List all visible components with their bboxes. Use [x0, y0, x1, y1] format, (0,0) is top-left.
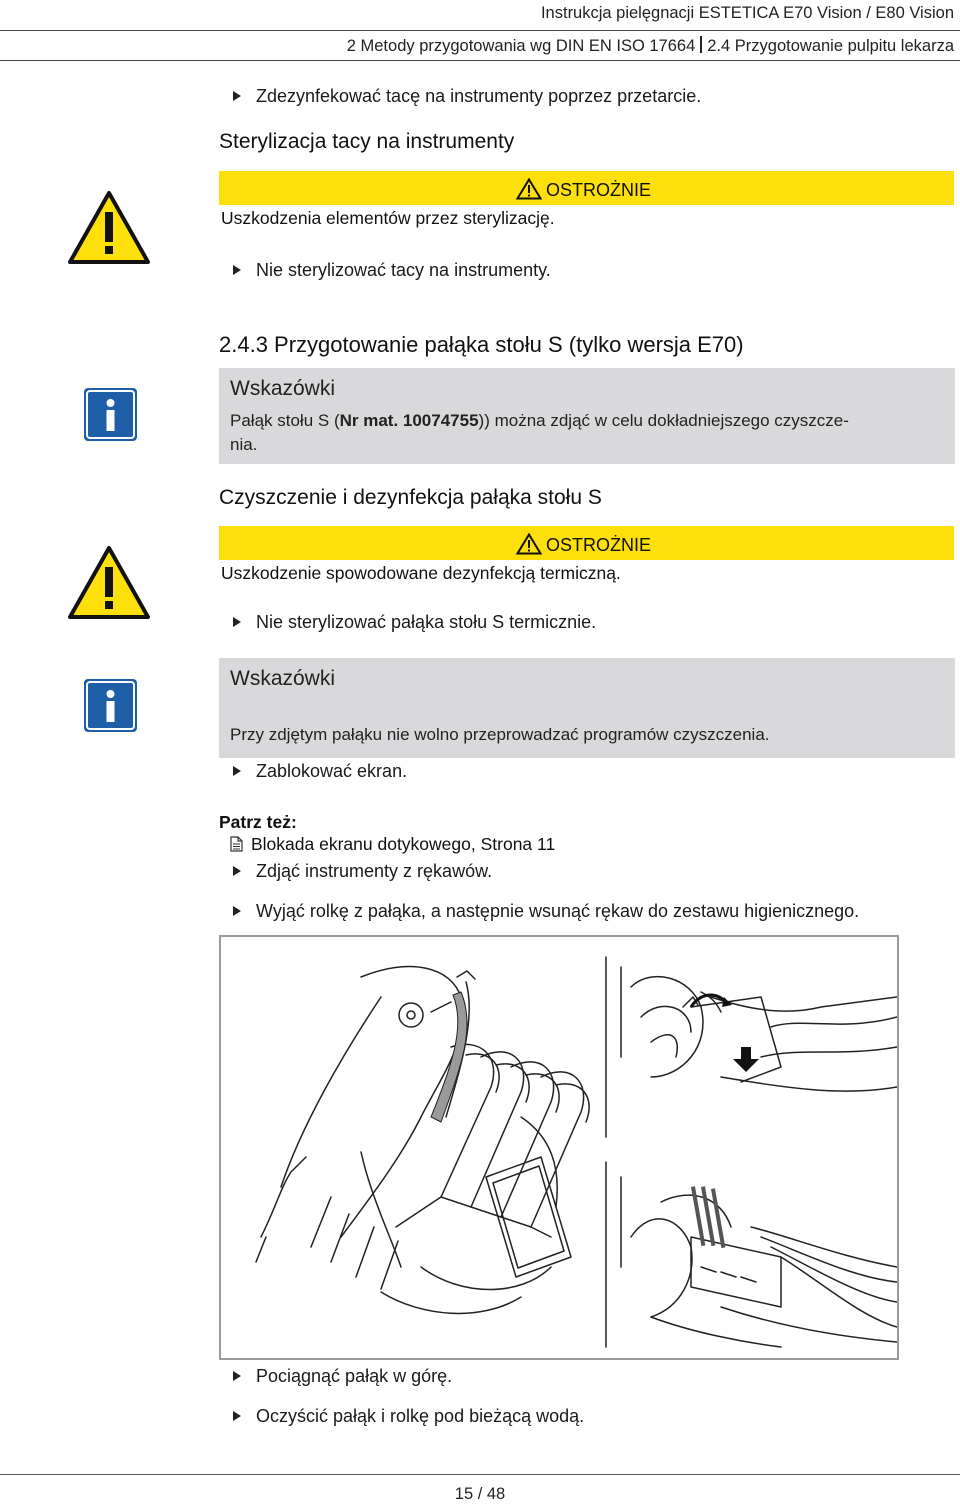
- step-text: Zablokować ekran.: [256, 761, 408, 781]
- step-arrow-icon: [233, 1411, 241, 1421]
- step-arrow-icon: [233, 906, 241, 916]
- document-title: Instrukcja pielęgnacji ESTETICA E70 Vision / E80 Vision: [540, 4, 954, 22]
- caution-message: Uszkodzenia elementów przez sterylizację.: [221, 208, 555, 228]
- note-box: [219, 368, 955, 464]
- caution-label-text: OSTROŻNIE: [546, 180, 652, 200]
- section-heading: 2.4.3 Przygotowanie pałąka stołu S (tylko wersja E70): [219, 332, 744, 357]
- breadcrumb: [347, 36, 954, 56]
- info-icon: [84, 679, 137, 737]
- caution-message: Uszkodzenie spowodowane dezynfekcją termiczną.: [221, 563, 621, 583]
- heading-cleaning: Czyszczenie i dezynfekcja pałąka stołu S: [219, 486, 602, 509]
- step-lock-screen: [233, 761, 407, 782]
- step-arrow-icon: [233, 766, 241, 776]
- step-arrow-icon: [233, 866, 241, 876]
- caution-label: [516, 533, 651, 556]
- step-text: Zdjąć instrumenty z rękawów.: [256, 861, 493, 881]
- step-clean-bracket: [233, 1406, 584, 1427]
- step-arrow-icon: [233, 1371, 241, 1381]
- page-number: 15 / 48: [454, 1485, 506, 1503]
- material-number: Nr mat. 10074755: [339, 411, 479, 430]
- breadcrumb-section: 2.4 Przygotowanie pulpitu lekarza: [707, 37, 954, 55]
- caution-label: [516, 178, 651, 201]
- step-no-sterilize-bracket: [233, 612, 596, 633]
- warning-triangle-icon: [67, 545, 151, 626]
- instrument-bracket-illustration: [219, 935, 899, 1360]
- step-text: Oczyścić pałąk i rolkę pod bieżącą wodą.: [256, 1406, 585, 1426]
- step-remove-roll: [233, 901, 859, 922]
- step-text: Nie sterylizować pałąka stołu S termicznie.: [256, 612, 597, 632]
- step-text: Wyjąć rolkę z pałąka, a następnie wsunąć rękaw do zestawu higienicznego.: [256, 901, 860, 921]
- note-text-line2: nia.: [230, 435, 258, 454]
- step-disinfect-tray: [233, 86, 701, 107]
- step-text: Zdezynfekować tacę na instrumenty poprzez przetarcie.: [256, 86, 702, 106]
- step-arrow-icon: [233, 265, 241, 275]
- see-also-link[interactable]: [230, 834, 555, 855]
- caution-label-text: OSTROŻNIE: [546, 535, 652, 555]
- step-remove-instruments: [233, 861, 492, 882]
- bracket-drawing: [221, 937, 897, 1358]
- step-arrow-icon: [233, 617, 241, 627]
- step-arrow-icon: [233, 91, 241, 101]
- header-divider: [0, 30, 960, 31]
- breadcrumb-chapter: 2 Metody przygotowania wg DIN EN ISO 17664: [346, 37, 696, 55]
- see-also-link-text[interactable]: Blokada ekranu dotykowego, Strona 11: [251, 834, 556, 854]
- header-divider-2: [0, 60, 960, 61]
- info-icon: [84, 388, 137, 446]
- step-no-sterilize-tray: [233, 260, 551, 281]
- note-text: Przy zdjętym pałąku nie wolno przeprowadzać programów czyszczenia.: [230, 725, 770, 744]
- note-title: Wskazówki: [230, 377, 336, 400]
- footer-divider: [0, 1474, 960, 1475]
- heading-tray-sterilization: Sterylizacja tacy na instrumenty: [219, 130, 515, 153]
- caution-small-icon: [516, 533, 542, 555]
- document-icon: [230, 836, 243, 852]
- step-text: Pociągnąć pałąk w górę.: [256, 1366, 453, 1386]
- breadcrumb-separator: [700, 36, 702, 53]
- warning-triangle-icon: [67, 190, 151, 271]
- caution-small-icon: [516, 178, 542, 200]
- step-text: Nie sterylizować tacy na instrumenty.: [256, 260, 551, 280]
- step-pull-bracket: [233, 1366, 452, 1387]
- note-text: Pałąk stołu S (Nr mat. 10074755)) można zdjąć w celu dokładniejszego czyszcze-: [230, 411, 849, 430]
- note-box: [219, 658, 955, 758]
- see-also-label: Patrz też:: [219, 812, 297, 832]
- note-title: Wskazówki: [230, 667, 336, 690]
